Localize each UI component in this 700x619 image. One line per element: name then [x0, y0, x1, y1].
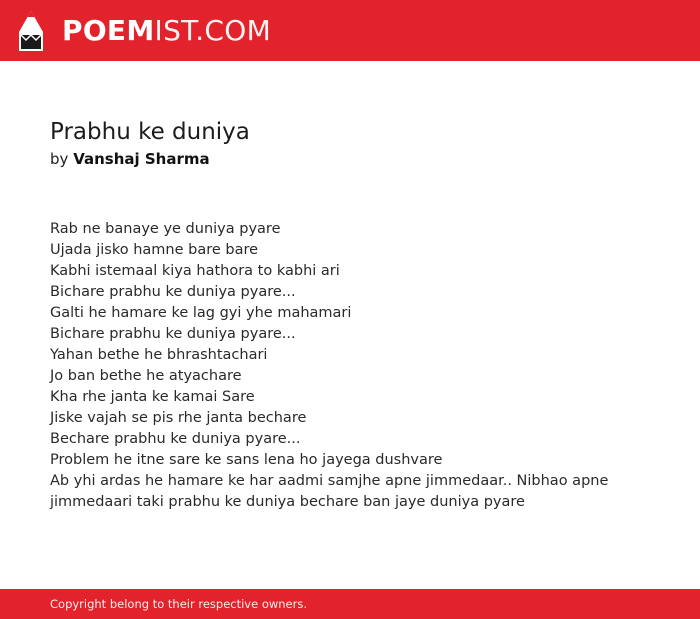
pencil-icon: [18, 10, 44, 52]
brand-name-light: IST.COM: [154, 14, 272, 47]
poem-line: jimmedaari taki prabhu ke duniya bechare ban jaye duniya pyare: [50, 494, 525, 510]
site-logo-link[interactable]: [18, 9, 271, 53]
poem-byline: [50, 148, 210, 170]
site-footer: [0, 589, 700, 619]
poem-line: Problem he itne sare ke sans lena ho jayega dushvare: [50, 452, 443, 468]
poem-line: Bechare prabhu ke duniya pyare...: [50, 431, 301, 447]
poem-line: Bichare prabhu ke duniya pyare...: [50, 284, 296, 300]
poem-title: Prabhu ke duniya: [50, 119, 250, 145]
poem-line: Ujada jisko hamne bare bare: [50, 242, 259, 258]
by-label: by: [50, 150, 69, 168]
poem-line: Jiske vajah se pis rhe janta bechare: [50, 410, 307, 426]
poem-line: Rab ne banaye ye duniya pyare: [50, 221, 281, 237]
poem-body: [50, 219, 670, 513]
poem-line: Kha rhe janta ke kamai Sare: [50, 389, 255, 405]
poem-line: Galti he hamare ke lag gyi yhe mahamari: [50, 305, 352, 321]
brand-name-bold: POEM: [62, 14, 155, 47]
site-header: [0, 0, 700, 61]
copyright-notice: Copyright belong to their respective owners.: [50, 597, 308, 611]
poem-line: Jo ban bethe he atyachare: [50, 368, 242, 384]
author-link[interactable]: Vanshaj Sharma: [73, 150, 210, 168]
poem-line: Ab yhi ardas he hamare ke har aadmi samjhe apne jimmedaar.. Nibhao apne: [50, 473, 609, 489]
site-logo-text: [62, 9, 271, 53]
poem-line: Bichare prabhu ke duniya pyare...: [50, 326, 296, 342]
poem-line: Kabhi istemaal kiya hathora to kabhi ari: [50, 263, 340, 279]
poem-line: Yahan bethe he bhrashtachari: [50, 347, 268, 363]
